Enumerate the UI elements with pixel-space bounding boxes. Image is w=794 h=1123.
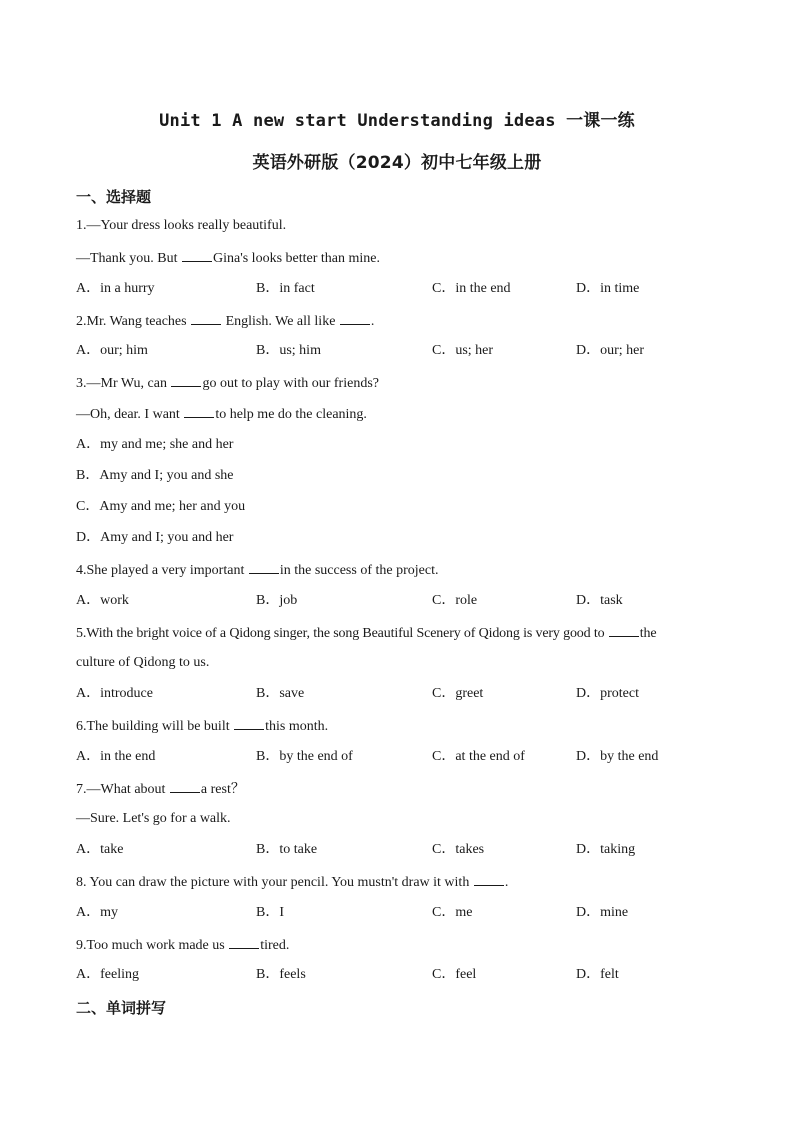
question-8-prompt	[76, 871, 508, 893]
question-5-continuation: culture of Qidong to us.	[76, 655, 210, 670]
option-c[interactable]: C．feel	[432, 967, 477, 982]
option-b[interactable]: B．feels	[256, 967, 306, 982]
option-c[interactable]: C．Amy and me; her and you	[76, 499, 246, 514]
option-d[interactable]: D．protect	[576, 686, 639, 701]
option-d[interactable]: D．in time	[576, 281, 640, 296]
question-6-prompt	[76, 715, 328, 737]
text: tired.	[260, 938, 290, 953]
text: English. We all like	[222, 314, 339, 329]
question-5-options	[76, 684, 716, 704]
option-b[interactable]: B．in fact	[256, 281, 315, 296]
question-3-prompt	[76, 372, 379, 394]
option-b[interactable]: B．I	[256, 905, 284, 920]
option-a[interactable]: A．my	[76, 905, 118, 920]
question-9-options	[76, 965, 716, 985]
text: 4.She played a very important	[76, 563, 248, 578]
option-a[interactable]: A．take	[76, 842, 124, 857]
question-1-reply	[76, 247, 380, 269]
option-a[interactable]: A．in a hurry	[76, 281, 155, 296]
option-a[interactable]: A．our; him	[76, 343, 148, 358]
option-d[interactable]: D．task	[576, 593, 623, 608]
question-7-prompt	[76, 778, 245, 800]
option-d[interactable]: D．by the end	[576, 749, 659, 764]
option-b[interactable]: B．Amy and I; you and she	[76, 468, 234, 483]
text: in the success of the project.	[279, 563, 439, 578]
question-7-options	[76, 840, 716, 860]
answer-blank	[171, 372, 201, 387]
answer-blank	[474, 871, 504, 886]
answer-blank	[229, 934, 259, 949]
text: to help me do the cleaning.	[215, 407, 367, 422]
section-heading-multiple-choice: 一、选择题	[76, 188, 152, 206]
text: 9.Too much work made us	[76, 938, 229, 953]
option-b[interactable]: B．job	[256, 593, 298, 608]
text: 7.—What about	[76, 782, 169, 797]
answer-blank	[184, 403, 214, 418]
option-d[interactable]: D．felt	[576, 967, 619, 982]
text: 3.—Mr Wu, can	[76, 376, 171, 391]
option-d[interactable]: D．our; her	[576, 343, 645, 358]
text: 2.Mr. Wang teaches	[76, 314, 191, 329]
answer-blank	[249, 559, 279, 574]
text: go out to play with our friends?	[202, 376, 379, 391]
text: —Oh, dear. I want	[76, 407, 184, 422]
text: the	[639, 626, 657, 641]
text: 6.The building will be built	[76, 719, 234, 734]
answer-blank	[234, 715, 264, 730]
option-c[interactable]: C．takes	[432, 842, 485, 857]
option-c[interactable]: C．me	[432, 905, 473, 920]
option-a[interactable]: A．my and me; she and her	[76, 437, 234, 452]
text: Gina's looks better than mine.	[213, 251, 380, 266]
question-2-options	[76, 341, 716, 361]
question-8-options	[76, 903, 716, 923]
option-c[interactable]: C．in the end	[432, 281, 511, 296]
text: a rest？	[200, 782, 245, 797]
question-5-prompt	[76, 622, 656, 644]
question-3-reply	[76, 403, 367, 425]
option-c[interactable]: C．role	[432, 593, 478, 608]
option-d[interactable]: D．taking	[576, 842, 636, 857]
option-b[interactable]: B．by the end of	[256, 749, 353, 764]
document-subtitle: 英语外研版（2024）初中七年级上册	[252, 153, 542, 173]
text: 8. You can draw the picture with your pencil. You mustn't draw it with	[76, 875, 473, 890]
option-a[interactable]: A．work	[76, 593, 129, 608]
option-c[interactable]: C．us; her	[432, 343, 494, 358]
answer-blank	[609, 622, 639, 637]
option-a[interactable]: A．introduce	[76, 686, 153, 701]
option-a[interactable]: A．feeling	[76, 967, 139, 982]
option-b[interactable]: B．save	[256, 686, 305, 701]
question-6-options	[76, 747, 716, 767]
option-c[interactable]: C．at the end of	[432, 749, 525, 764]
option-a[interactable]: A．in the end	[76, 749, 156, 764]
option-d[interactable]: D．mine	[576, 905, 629, 920]
question-7-reply: —Sure. Let's go for a walk.	[76, 811, 231, 826]
document-title: Unit 1 A new start Understanding ideas 一课一练	[159, 111, 635, 131]
question-4-prompt	[76, 559, 438, 581]
answer-blank	[170, 778, 200, 793]
option-c[interactable]: C．greet	[432, 686, 484, 701]
question-9-prompt	[76, 934, 289, 956]
answer-blank	[340, 310, 370, 325]
question-1-options	[76, 279, 716, 299]
option-b[interactable]: B．to take	[256, 842, 318, 857]
text: .	[370, 314, 375, 329]
option-d[interactable]: D．Amy and I; you and her	[76, 530, 234, 545]
question-2-prompt	[76, 310, 374, 332]
text: 5.With the bright voice of a Qidong singer, the song Beautiful Scenery of Qidong is very good to	[76, 626, 608, 641]
text: .	[504, 875, 509, 890]
answer-blank	[182, 247, 212, 262]
answer-blank	[191, 310, 221, 325]
section-heading-word-spelling: 二、单词拼写	[76, 999, 167, 1017]
text: this month.	[265, 719, 329, 734]
question-1-prompt: 1.—Your dress looks really beautiful.	[76, 218, 287, 233]
question-4-options	[76, 591, 716, 611]
option-b[interactable]: B．us; him	[256, 343, 321, 358]
text: —Thank you. But	[76, 251, 181, 266]
